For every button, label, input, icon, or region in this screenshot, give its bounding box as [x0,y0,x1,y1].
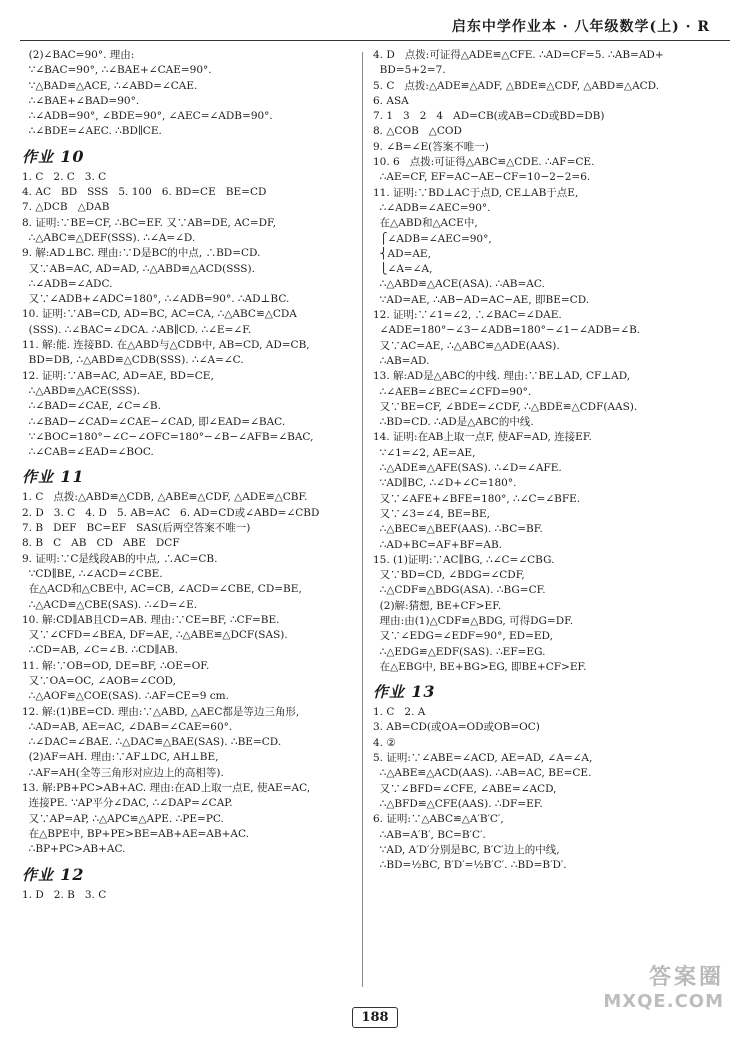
answer-line: 4. D 点拨:可证得△ADE≌△CFE. ∴AD=CF=5. ∴AB=AD+ [373,49,664,61]
answer-line: 9. ∠B=∠E(答案不唯一) [373,140,489,153]
answer-line: ∵CD∥BE, ∴∠ACD=∠CBE. [22,567,163,580]
section-number: 13 [411,682,436,702]
answer-line: 11. 解:∵OB=OD, DE=BF, ∴OE=OF. [22,659,210,672]
answer-line: ∴∠AEB=∠BEC=∠CFD=90°. [373,385,532,398]
answer-line: 4. AC BD SSS 5. 100 6. BD=CE BE=CD [22,186,267,199]
answer-line: 又∵∠BFD=∠CFE, ∠ABE=∠ACD, [373,782,557,795]
answer-line: ⎧∠ADB=∠AEC=90°, [373,232,492,245]
answer-line: ∴△ABC≌△DEF(SSS). ∴∠A=∠D. [22,231,196,244]
answer-line: 10. 证明:∵AB=CD, AD=BC, AC=CA, ∴△ABC≌△CDA [22,308,297,321]
answer-line: 又∵AB=AC, AD=AD, ∴△ABD≌△ACD(SSS). [22,262,255,275]
answer-line: ∵∠BOC=180°−∠C−∠OFC=180°−∠B−∠AFB=∠BAC, [22,430,314,443]
answer-line: ∴△ABD≌△ACE(ASA). ∴AB=AC. [373,278,545,291]
answer-line: 又∵OA=OC, ∠AOB=∠COD, [22,674,176,687]
answer-line: 5. C 点拨:△ADE≌△ADF, △BDE≌△CDF, △ABD≌△ACD. [373,79,660,92]
answer-line: ∴△EDG≌△EDF(SAS). ∴EF=EG. [373,645,546,658]
section-number: 11 [60,467,85,487]
answer-line: 在△EBG中, BE+BG>EG, 即BE+CF>EF. [373,660,587,673]
answer-line: ∴BP+PC>AB+AC. [22,843,126,856]
running-header: 启东中学作业本 · 八年级数学(上) · R [451,19,710,35]
section-label: 作业 [373,683,406,702]
answer-line: 又∵∠3=∠4, BE=BE, [373,507,491,520]
answer-line: 又∵∠AFE+∠BFE=180°, ∴∠C=∠BFE. [373,492,581,505]
answer-line: ∴∠DAC=∠BAE. ∴△DAC≌△BAE(SAS). ∴BE=CD. [22,736,282,749]
answer-line: 15. (1)证明:∵AC∥BG, ∴∠C=∠CBG. [373,553,555,566]
answer-line: ∴∠ADB=∠ADC. [22,277,113,290]
answer-line: ∠ADE=180°−∠3−∠ADB=180°−∠1−∠ADB=∠B. [373,324,641,337]
answer-line: ∵∠BAC=90°, ∴∠BAE+∠CAE=90°. [22,64,212,77]
answer-line: 1. D 2. B 3. C [22,888,107,901]
answer-line: ∴△ABD≌△ACE(SSS). [22,384,141,397]
answer-line: ⎩∠A=∠A, [373,263,433,276]
answer-line: ∵AD∥BC, ∴∠D+∠C=180°. [373,477,517,490]
answer-line: ∴∠BDE=∠AEC. ∴BD∥CE. [22,125,162,138]
answer-line: ∴△BFD≌△CFE(AAS). ∴DF=EF. [373,797,543,810]
section-number: 10 [60,146,85,166]
answer-line: ∴∠ADB=90°, ∠BDE=90°, ∠AEC=∠ADB=90°. [22,110,273,123]
answer-line: 7. △DCB △DAB [22,201,110,214]
answer-line: 11. 证明:∵BD⊥AC于点D, CE⊥AB于点E, [373,186,579,199]
answer-line: BD=DB, ∴△ABD≌△CDB(SSS). ∴∠A=∠C. [22,354,244,367]
answer-line: ∴△ACD≌△CBE(SAS). ∴∠D=∠E. [22,598,198,611]
answer-line: 4. ② [373,736,396,749]
answer-line: ∵∠1=∠2, AE=AE, [373,446,476,459]
answer-line: (2)AF=AH. 理由:∵AF⊥DC, AH⊥BE, [22,751,219,764]
watermark-url: MXQE.COM [603,991,724,1012]
answer-line: 又∵BD=CD, ∠BDG=∠CDF, [373,569,525,582]
answer-line: 9. 解:AD⊥BC. 理由:∵D是BC的中点, ∴BD=CD. [22,247,261,260]
answer-line: ∴△BEC≌△BEF(AAS). ∴BC=BF. [373,523,543,536]
answer-line: ∴∠CAB=∠EAD=∠BOC. [22,446,154,459]
answer-line: ∴△AOF≌△COE(SAS). ∴AF=CE=9 cm. [22,690,229,703]
answer-line: 1. C 2. A [373,706,426,719]
section-label: 作业 [22,865,55,884]
answer-line: 7. 1 3 2 4 AD=CB(或AB=CD或BD=DB) [373,110,605,123]
answer-line: 又∵AC=AE, ∴△ABC≌△ADE(AAS). [373,339,560,352]
answer-line: 又∵∠CFD=∠BEA, DF=AE, ∴△ABE≌△DCF(SAS). [22,629,288,642]
answer-line: 在△ACD和△CBE中, AC=CB, ∠ACD=∠CBE, CD=BE, [22,583,302,596]
answer-line: ∴△ADE≌△AFE(SAS). ∴∠D=∠AFE. [373,462,562,475]
answer-line: 12. 证明:∵AB=AC, AD=AE, BD=CE, [22,369,214,382]
answer-line: 10. 解:CD∥AB且CD=AB. 理由:∵CE=BF, ∴CF=BE. [22,613,280,626]
answer-line: ∴AB=A′B′, BC=B′C′. [373,828,486,841]
answer-line: ∴AF=AH(全等三角形对应边上的高相等). [22,766,224,779]
answer-line: 12. 解:(1)BE=CD. 理由:∵△ABD, △AEC都是等边三角形, [22,705,300,718]
answer-line: ∵△BAD≌△ACE, ∴∠ABD=∠CAE. [22,79,198,92]
answer-line: 又∵∠ADB+∠ADC=180°, ∴∠ADB=90°. ∴AD⊥BC. [22,293,290,306]
answer-line: 1. C 2. C 3. C [22,170,107,183]
answer-line: 2. D 3. C 4. D 5. AB=AC 6. AD=CD或∠ABD=∠CBD [22,506,320,519]
answer-line: 6. 证明:∵△ABC≌△A′B′C′, [373,813,504,826]
answer-line: 连接PE. ∵AP平分∠DAC, ∴∠DAP=∠CAP. [22,797,233,810]
answer-line: ∴∠BAD−∠CAD=∠CAE−∠CAD, 即∠EAD=∠BAC. [22,415,286,428]
section-heading [22,862,367,888]
answer-line: 5. 证明:∵∠ABE=∠ACD, AE=AD, ∠A=∠A, [373,752,593,765]
answer-line: (SSS). ∴∠BAC=∠DCA. ∴AB∥CD. ∴∠E=∠F. [22,323,252,336]
answer-line: ∴∠BAE+∠BAD=90°. [22,94,140,107]
answer-line: 8. B C AB CD ABE DCF [22,537,180,550]
answer-line: ∴△ABE≌△ACD(AAS). ∴AB=AC, BE=CE. [373,767,592,780]
answer-line: 6. ASA [373,94,409,107]
answer-line: 9. 证明:∵C是线段AB的中点, ∴AC=CB. [22,552,218,565]
answer-line: 11. 解:能. 连接BD. 在△ABD与△CDB中, AB=CD, AD=CB, [22,339,310,352]
answer-line: ∵AD=AE, ∴AB−AD=AC−AE, 即BE=CD. [373,293,590,306]
answer-line: ∴AD=AB, AE=AC, ∠DAB=∠CAE=60°. [22,720,233,733]
answer-line: ∴AE=CF, EF=AC−AE−CF=10−2−2=6. [373,171,591,184]
answer-line: 在△BPE中, BP+PE>BE=AB+AE=AB+AC. [22,827,249,840]
answer-line: 理由:由(1)△CDF≌△BDG, 可得DG=DF. [373,614,574,627]
answer-line: 8. △COB △COD [373,125,462,138]
answer-line: ∴AB=AD. [373,354,430,367]
answer-line: 13. 解:AD是△ABC的中线. 理由:∵BE⊥AD, CF⊥AD, [373,370,631,383]
answer-line: 10. 6 点拨:可证得△ABC≌△CDE. ∴AF=CE. [373,156,595,169]
answer-line: (2)∠BAC=90°. 理由: [22,49,135,61]
answer-line: 又∵BE=CF, ∠BDE=∠CDF, ∴△BDE≌△CDF(AAS). [373,400,638,413]
answer-line: 13. 解:PB+PC>AB+AC. 理由:在AD上取一点E, 使AE=AC, [22,782,311,795]
section-heading [22,144,367,170]
answer-line: 又∵AP=AP, ∴△APC≌△APE. ∴PE=PC. [22,812,224,825]
answer-line: 8. 证明:∵BE=CF, ∴BC=EF. 又∵AB=DE, AC=DF, [22,216,277,229]
answer-line: ∴∠ADB=∠AEC=90°. [373,201,491,214]
section-heading [22,464,367,490]
section-label: 作业 [22,147,55,166]
answer-line: ∴CD=AB, ∠C=∠B. ∴CD∥AB. [22,644,179,657]
watermark-logo [574,960,724,1022]
answer-line: ⎨AD=AE, [373,247,431,260]
watermark-title: 答案圈 [648,965,724,990]
answer-line: ∴∠BAD=∠CAE, ∠C=∠B. [22,400,161,413]
page-number: 188 [352,1007,397,1028]
answer-line: 在△ABD和△ACE中, [373,217,478,230]
answer-line: 3. AB=CD(或OA=OD或OB=OC) [373,721,540,734]
header-rule [20,40,730,41]
answer-line: 1. C 点拨:△ABD≌△CDB, △ABE≌△CDF, △ADE≌△CBF. [22,491,308,504]
answer-line: ∴BD=CD. ∴AD是△ABC的中线. [373,416,534,429]
answer-line: ∴BD=½BC, B′D′=½B′C′. ∴BD=B′D′. [373,859,567,872]
left-column [22,48,367,903]
answer-line: 7. B DEF BC=EF SAS(后两空答案不唯一) [22,522,251,535]
answer-line: BD=5+2=7. [373,64,446,77]
answer-line: 12. 证明:∵∠1=∠2, ∴∠BAC=∠DAE. [373,309,562,322]
answer-line: ∴AD+BC=AF+BF=AB. [373,538,502,551]
answer-line: ∴△CDF≌△BDG(ASA). ∴BG=CF. [373,584,546,597]
answer-line: 14. 证明:在AB上取一点F, 使AF=AD, 连接EF. [373,431,592,444]
section-number: 12 [60,864,85,884]
column-divider [362,52,363,987]
section-heading [373,679,718,705]
section-label: 作业 [22,468,55,487]
answer-line: (2)解:猜想, BE+CF>EF. [373,599,502,612]
answer-line: ∵AD, A′D′分别是BC, B′C′边上的中线, [373,843,560,856]
answer-line: 又∵∠EDG=∠EDF=90°, ED=ED, [373,630,553,643]
right-column [373,48,718,873]
